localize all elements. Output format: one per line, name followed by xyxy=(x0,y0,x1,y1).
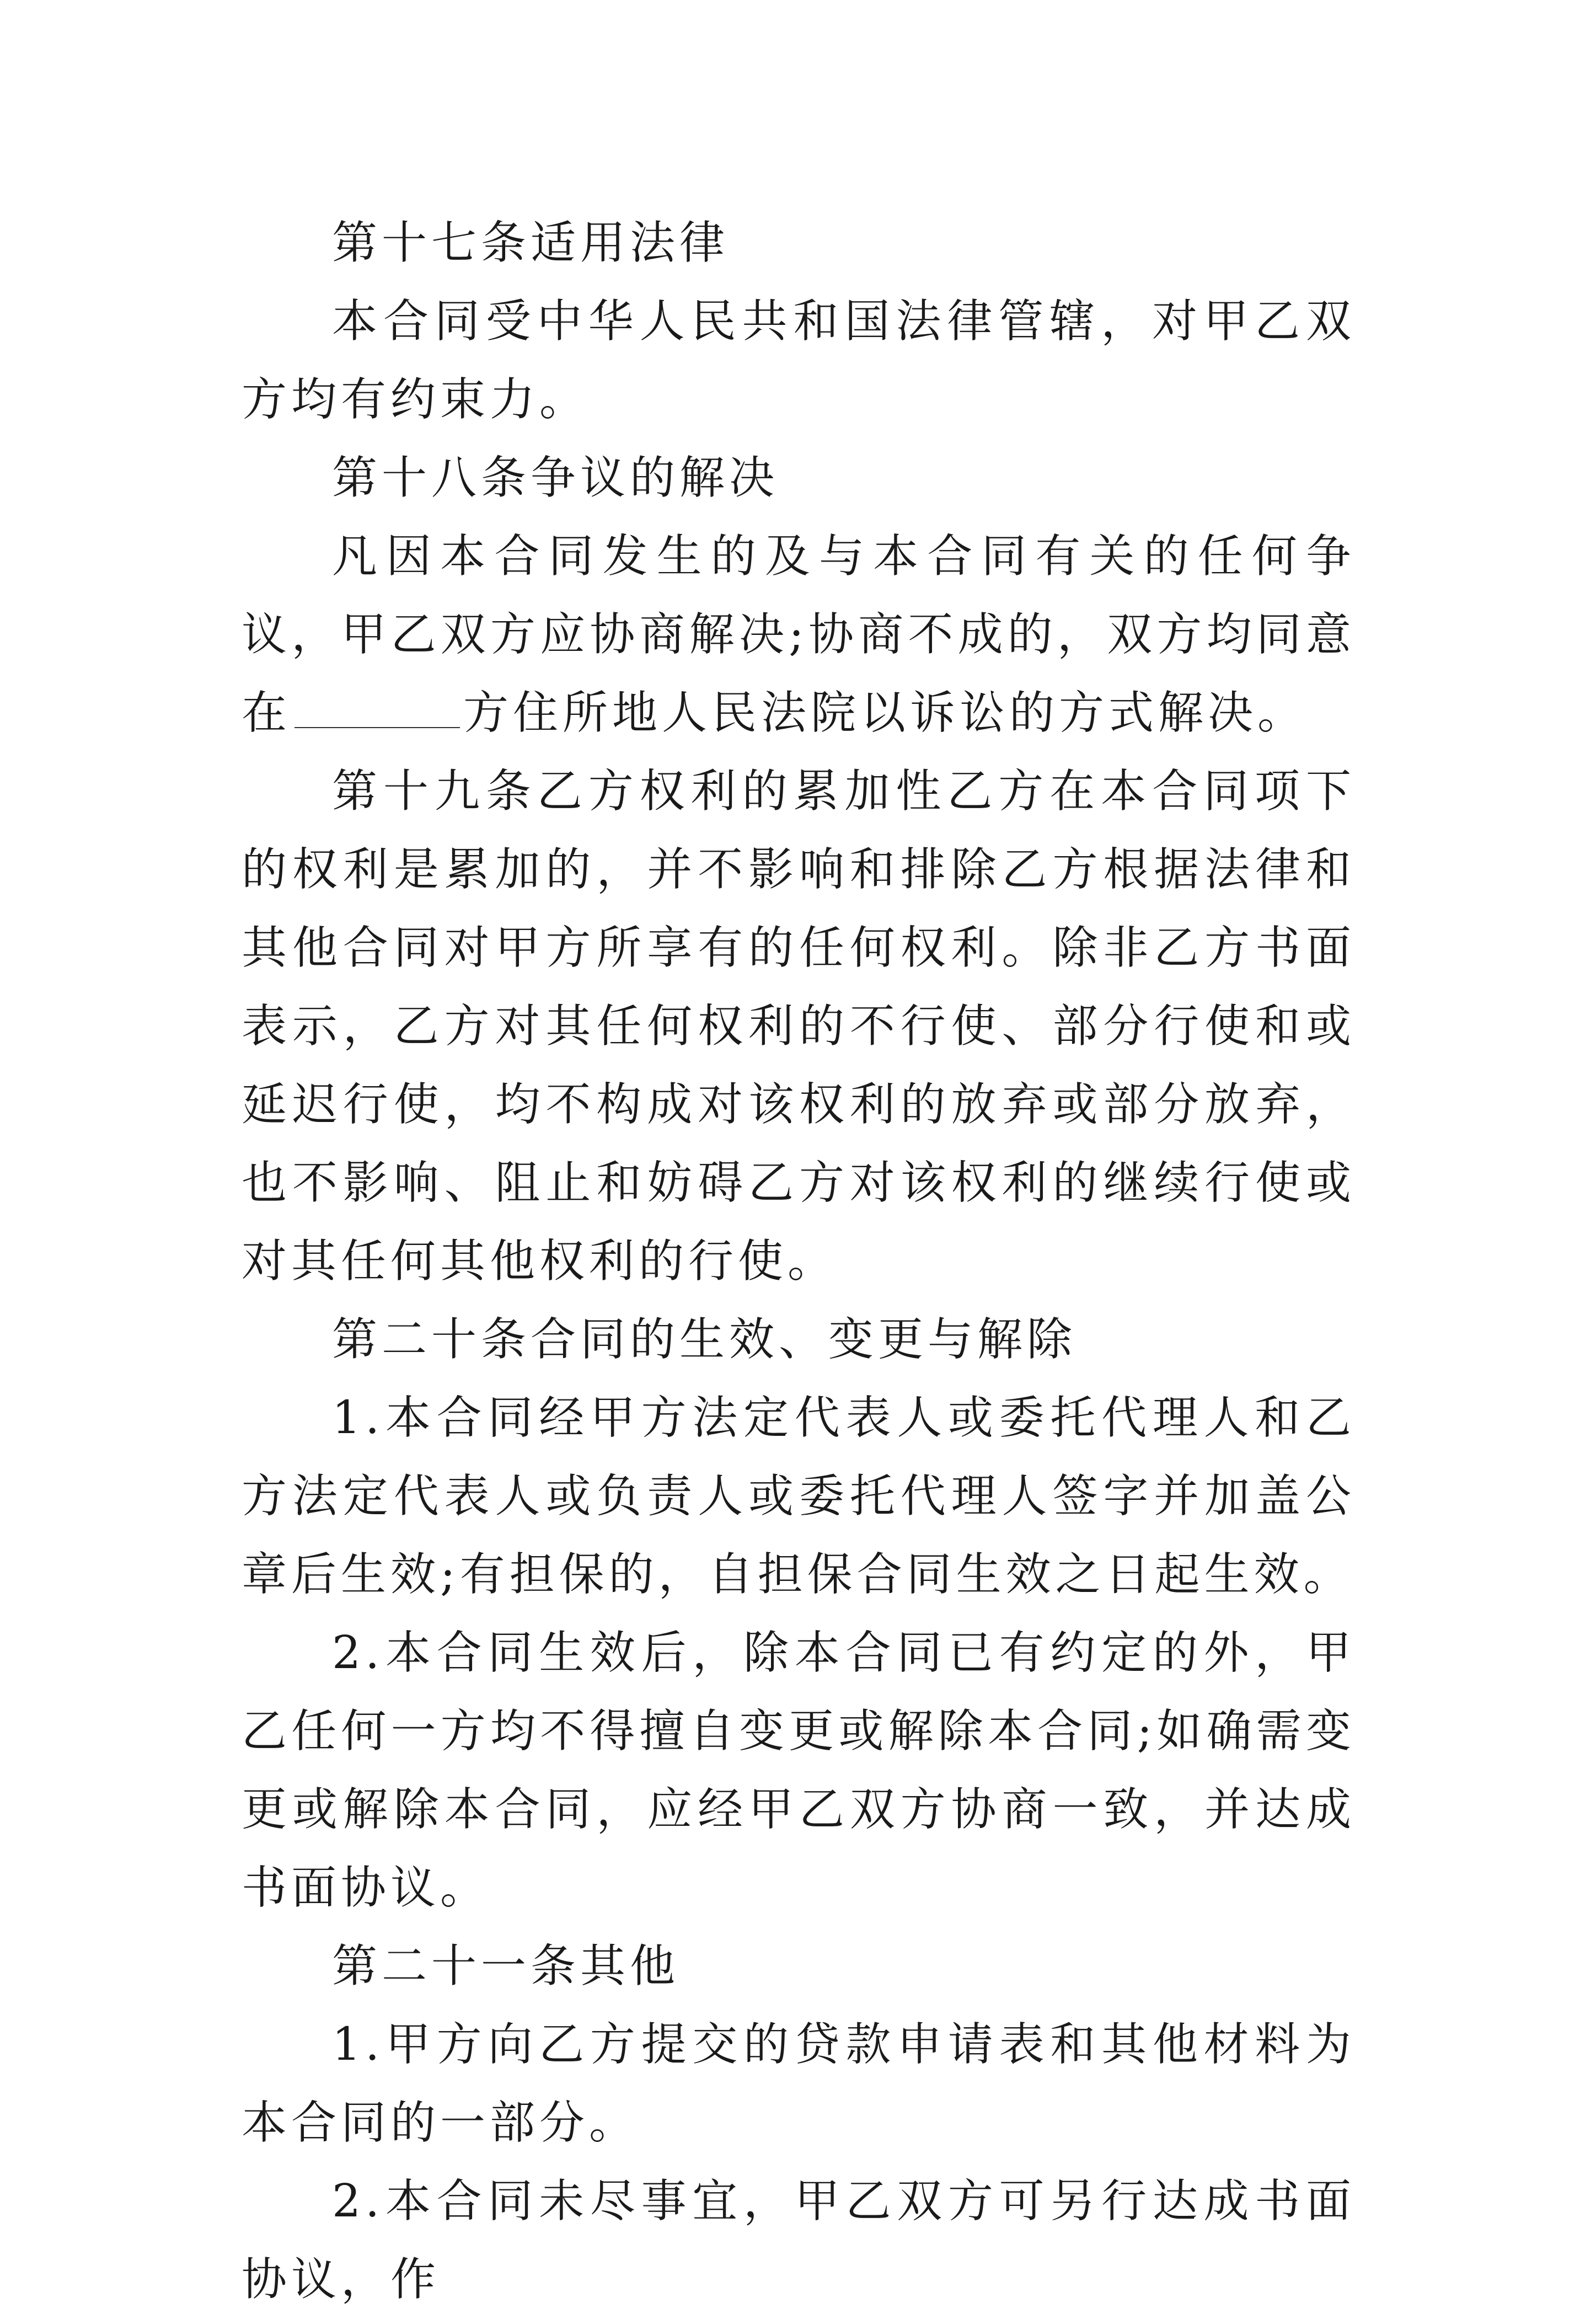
article-21-item-1: 1.甲方向乙方提交的贷款申请表和其他材料为本合同的一部分。 xyxy=(242,2018,1356,2149)
article-17-body: 本合同受中华人民共和国法律管辖，对甲乙双方均有约束力。 xyxy=(242,295,1356,426)
article-20-item-2: 2.本合同生效后，除本合同已有约定的外，甲乙任何一方均不得擅自变更或解除本合同;如确需变更或解除本合同，应经甲乙双方协商一致，并达成书面协议。 xyxy=(242,1627,1356,1914)
article-18-heading: 第十八条争议的解决 xyxy=(332,452,779,504)
article-17-heading: 第十七条适用法律 xyxy=(332,217,730,269)
article-18-text-after-blank: 方住所地人民法院以诉讼的方式解决。 xyxy=(463,687,1308,739)
article-21-heading: 第二十一条其他 xyxy=(332,1940,680,1992)
article-19-body: 第十九条乙方权利的累加性乙方在本合同项下的权利是累加的，并不影响和排除乙方根据法律和其他合同对甲方所享有的任何权利。除非乙方书面表示，乙方对其任何权利的不行使、部分行使和或延迟行使，均不构成对该权利的放弃或部分放弃，也不影响、阻止和妨碍乙方对该权利的继续行使或对其任何其他权利的行使。 xyxy=(242,765,1356,1287)
article-18-body xyxy=(242,517,1356,752)
document-body xyxy=(242,204,1356,2319)
article-18-text-before-blank: 凡因本合同发生的及与本合同有关的任何争议，甲乙双方应协商解决;协商不成的，双方均同意在 xyxy=(242,530,1356,739)
article-20-heading: 第二十条合同的生效、变更与解除 xyxy=(332,1313,1077,1366)
article-20-item-1: 1.本合同经甲方法定代表人或委托代理人和乙方法定代表人或负责人或委托代理人签字并加盖公章后生效;有担保的，自担保合同生效之日起生效。 xyxy=(242,1392,1356,1601)
fill-in-blank-line xyxy=(294,726,460,728)
article-21-item-2: 2.本合同未尽事宜，甲乙双方可另行达成书面协议，作 xyxy=(242,2175,1356,2306)
